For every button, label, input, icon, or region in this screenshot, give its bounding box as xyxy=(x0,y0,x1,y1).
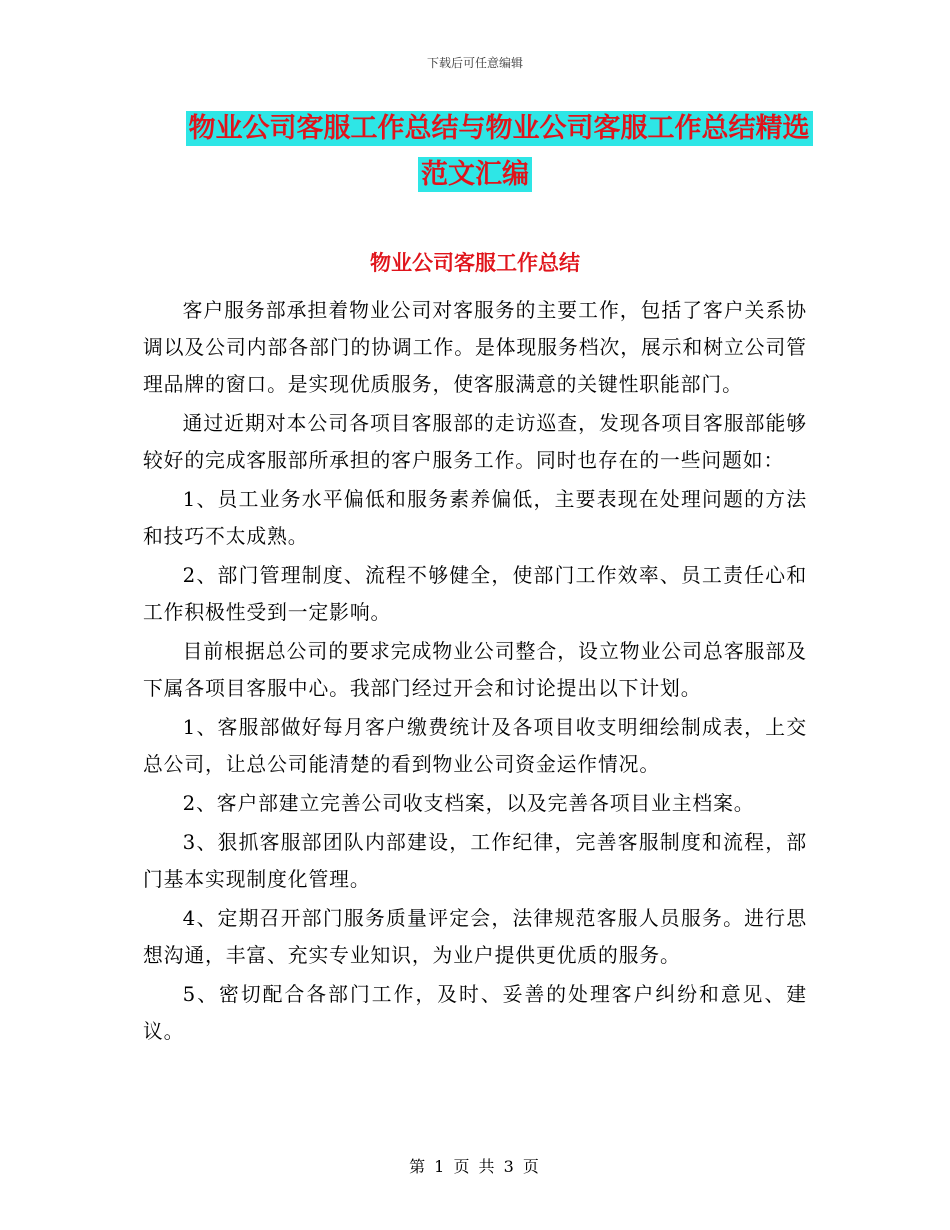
document-title-line-1: 物业公司客服工作总结与物业公司客服工作总结精选 xyxy=(0,106,950,152)
page-number-footer: 第 1 页 共 3 页 xyxy=(409,1157,541,1176)
document-body xyxy=(143,292,807,1052)
paragraph: 5、密切配合各部门工作，及时、妥善的处理客户纠纷和意见、建议。 xyxy=(143,983,807,1043)
paragraph: 1、员工业务水平偏低和服务素养偏低，主要表现在处理问题的方法和技巧不太成熟。 xyxy=(143,488,807,548)
paragraph: 2、部门管理制度、流程不够健全，使部门工作效率、员工责任心和工作积极性受到一定影响。 xyxy=(143,564,807,624)
paragraph: 3、狠抓客服部团队内部建设，工作纪律，完善客服制度和流程，部门基本实现制度化管理。 xyxy=(143,831,807,891)
document-title-line-2: 范文汇编 xyxy=(0,152,950,198)
page-header-note: 下载后可任意编辑 xyxy=(426,56,523,70)
document-title xyxy=(0,106,950,198)
paragraph: 1、客服部做好每月客户缴费统计及各项目收支明细绘制成表，上交总公司，让总公司能清楚的看到物业公司资金运作情况。 xyxy=(143,716,807,776)
paragraph: 4、定期召开部门服务质量评定会，法律规范客服人员服务。进行思想沟通，丰富、充实专业知识，为业户提供更优质的服务。 xyxy=(143,907,807,967)
section-heading: 物业公司客服工作总结 xyxy=(370,251,580,275)
paragraph: 通过近期对本公司各项目客服部的走访巡查，发现各项目客服部能够较好的完成客服部所承担的客户服务工作。同时也存在的一些问题如： xyxy=(143,412,807,472)
paragraph: 客户服务部承担着物业公司对客服务的主要工作，包括了客户关系协调以及公司内部各部门的协调工作。是体现服务档次，展示和树立公司管理品牌的窗口。是实现优质服务，使客服满意的关键性职能部门。 xyxy=(143,299,807,396)
paragraph: 2、客户部建立完善公司收支档案，以及完善各项目业主档案。 xyxy=(182,792,755,815)
paragraph: 目前根据总公司的要求完成物业公司整合，设立物业公司总客服部及下属各项目客服中心。我部门经过开会和讨论提出以下计划。 xyxy=(143,640,807,700)
